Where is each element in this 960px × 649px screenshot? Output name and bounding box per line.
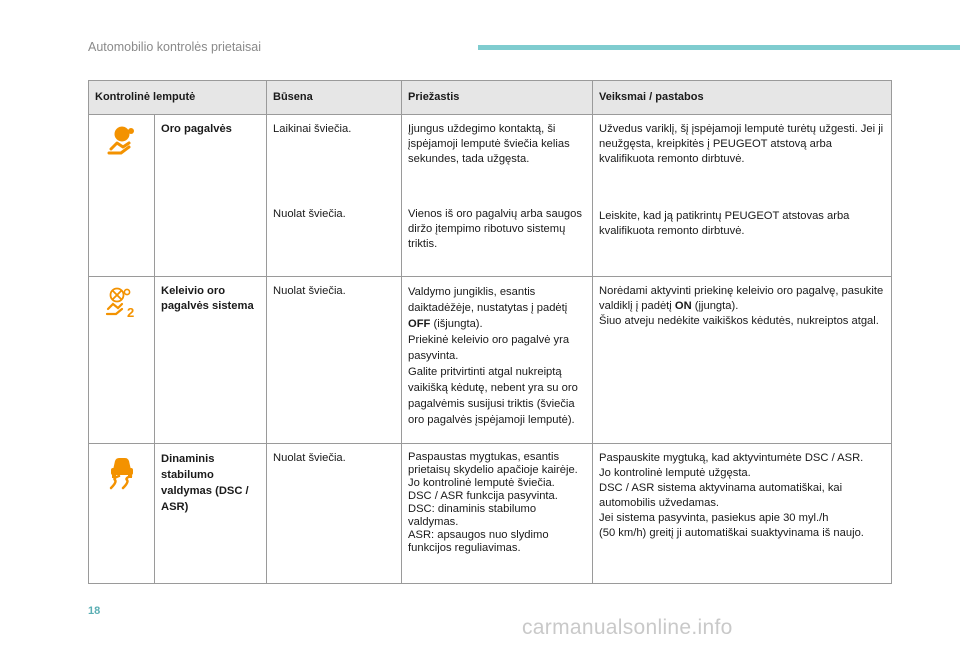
passenger-airbag-off-icon [105, 287, 139, 319]
cause-cell: Vienos iš oro pagalvių arba saugos diržo įtempimo ribotuvo sistemų triktis. [402, 200, 593, 277]
on-keyword: ON [674, 300, 692, 312]
off-keyword: OFF [408, 318, 431, 330]
light-name: Dinaminis stabilumo valdymas (DSC / ASR) [155, 444, 267, 584]
header-accent-bar [478, 45, 960, 50]
watermark: carmanualsonline.info [522, 616, 733, 639]
action-line: Paspauskite mygtuką, kad aktyvintumėte DSC / ASR. [599, 452, 864, 464]
column-header-light: Kontrolinė lemputė [89, 81, 267, 115]
icon-cell [89, 115, 155, 277]
action-text: Šiuo atveju nedėkite vaikiškos kėdutės, nukreiptos atgal. [599, 315, 879, 327]
table-row [89, 115, 892, 200]
action-cell: Leiskite, kad ją patikrintų PEUGEOT atstovas arba kvalifikuota remonto dirbtuvė. [593, 200, 892, 277]
cause-line: DSC / ASR funkcija pasyvinta. [408, 490, 558, 502]
dsc-asr-icon [107, 454, 137, 490]
svg-text:2: 2 [126, 305, 134, 319]
light-name: Keleivio oro pagalvės sistema [155, 277, 267, 444]
cause-text: Valdymo jungiklis, esantis daiktadėžėje, nustatytas į padėtį [408, 286, 568, 314]
action-line: (50 km/h) greitį ji automatiškai suaktyvinama iš naujo. [599, 527, 864, 539]
action-cell [593, 277, 892, 444]
state-cell: Nuolat šviečia. [267, 444, 402, 584]
state-cell: Nuolat šviečia. [267, 277, 402, 444]
section-title: Automobilio kontrolės prietaisai [88, 40, 262, 54]
cause-line: Paspaustas mygtukas, esantis prietaisų skydelio apačioje kairėje. Jo kontrolinė lemputė šviečia. [408, 451, 578, 489]
column-header-cause: Priežastis [402, 81, 593, 115]
light-name: Oro pagalvės [155, 115, 267, 277]
column-header-action: Veiksmai / pastabos [593, 81, 892, 115]
cause-text: Galite pritvirtinti atgal nukreiptą vaikišką kėdutę, nebent yra su oro pagalvėmis susijusi triktis (šviečia oro pagalvės įspėjamoji lemputė). [408, 366, 578, 426]
airbag-warning-icon [107, 125, 137, 157]
table-row [89, 277, 892, 444]
table-row [89, 444, 892, 584]
cause-text: Priekinė keleivio oro pagalvė yra pasyvinta. [408, 334, 570, 362]
cause-cell [402, 277, 593, 444]
icon-cell [89, 277, 155, 444]
table-header-row [89, 81, 892, 115]
cause-cell: Įjungus uždegimo kontaktą, ši įspėjamoji lemputė šviečia kelias sekundes, tada užgęsta. [402, 115, 593, 200]
column-header-state: Būsena [267, 81, 402, 115]
action-line: Jo kontrolinė lemputė užgęsta. [599, 467, 751, 479]
action-cell: Užvedus variklį, šį įspėjamoji lemputė turėtų užgesti. Jei ji neužgęsta, kreipkitės į PEUGEOT atstovą arba kvalifikuota remonto dirbtuvė. [593, 115, 892, 200]
action-line: Jei sistema pasyvinta, pasiekus apie 30 myl./h [599, 512, 829, 524]
page-number: 18 [88, 605, 101, 617]
cause-cell [402, 444, 593, 584]
action-line: DSC / ASR sistema aktyvinama automatiškai, kai automobilis užvedamas. [599, 482, 843, 509]
cause-text: (išjungta). [433, 318, 483, 330]
cause-line: ASR: apsaugos nuo slydimo funkcijos reguliavimas. [408, 529, 549, 554]
state-cell: Nuolat šviečia. [267, 200, 402, 277]
icon-cell [89, 444, 155, 584]
action-text: (įjungta). [694, 300, 739, 312]
action-text: Norėdami aktyvinti priekinę keleivio oro pagalvę, pasukite valdiklį į padėtį [599, 285, 884, 312]
cause-line: DSC: dinaminis stabilumo valdymas. [408, 503, 537, 528]
action-cell [593, 444, 892, 584]
state-cell: Laikinai šviečia. [267, 115, 402, 200]
warning-lights-table [88, 80, 892, 584]
